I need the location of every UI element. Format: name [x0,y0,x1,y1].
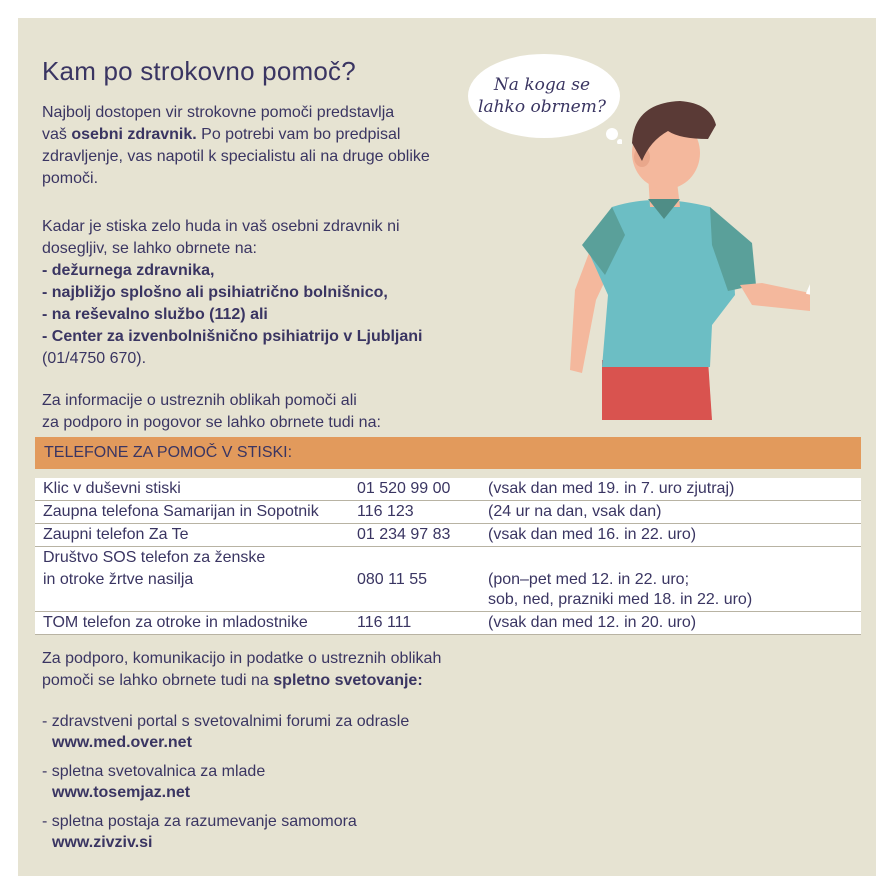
online-item-desc: - spletna postaja za razumevanje samomora [42,813,357,830]
phone-number: 01 234 97 83 [357,526,451,543]
phone-hours: (24 ur na dan, vsak dan) [488,503,662,520]
phone-number: 080 11 55 [357,571,427,588]
phone-name: Društvo SOS telefon za ženske [43,549,266,566]
online-link[interactable]: www.med.over.net [52,734,192,751]
phone-hours: (vsak dan med 16. in 22. uro) [488,526,697,543]
phone-name: Zaupni telefon Za Te [43,526,189,543]
phone-number: 01 520 99 00 [357,480,451,497]
phone-name: TOM telefon za otroke in mladostnike [43,614,308,631]
table-row [35,524,861,547]
phones-header: TELEFONE ZA POMOČ V STISKI: [44,444,293,461]
phone-name: in otroke žrtve nasilja [43,571,194,588]
phone-number: 116 111 [357,614,412,631]
crisis-item: - dežurnega zdravnika, [42,262,215,279]
table-row [35,478,861,501]
phone-hours: sob, ned, prazniki med 18. in 22. uro) [488,591,753,608]
online-link[interactable]: www.tosemjaz.net [52,784,191,801]
crisis-item: - na reševalno službo (112) ali [42,306,268,323]
phone-number: 116 123 [357,503,414,520]
phone-hours: (pon–pet med 12. in 22. uro; [488,571,690,588]
phone-name: Zaupna telefona Samarijan in Sopotnik [43,503,319,520]
table-row [35,612,861,635]
crisis-item: - Center za izvenbolnišnično psihiatrijo v Ljubljani [42,328,423,345]
online-link[interactable]: www.zivziv.si [52,834,153,851]
table-row [35,501,861,524]
info-paragraph: Za informacije o ustreznih oblikah pomoči ali za podporo in pogovor se lahko obrnete tudi na: [42,392,381,431]
phone-hours: (vsak dan med 12. in 20. uro) [488,614,697,631]
bubble-text: Na koga se lahko obrnem? [478,75,606,117]
online-item-desc: - spletna svetovalnica za mlade [42,763,266,780]
online-paragraph: Za podporo, komunikacijo in podatke o ustreznih oblikah pomoči se lahko obrnete tudi na spletno svetovanje: [42,650,442,689]
crisis-paragraph: Kadar je stiska zelo huda in vaš osebni zdravnik ni dosegljiv, se lahko obrnete na: - dežurnega zdravnika, - najbližjo splošno ali psihiatrično bolnišnico, - na reševalno službo (112) ali - Center za izvenbolnišnično psihiatrijo v Ljubljani (01/4750 670). [42,218,423,367]
person-with-phone-illustration [530,95,810,425]
page-title: Kam po strokovno pomoč? [42,56,356,86]
phone-name: Klic v duševni stiski [43,480,181,497]
online-item-desc: - zdravstveni portal s svetovalnimi forumi za odrasle [42,713,410,730]
phone-table [35,478,861,635]
table-row [35,547,861,612]
intro-paragraph: Najbolj dostopen vir strokovne pomoči predstavlja vaš osebni zdravnik. Po potrebi vam bo predpisal zdravljenje, vas napotil k specialistu ali na druge oblike pomoči. [42,104,430,187]
crisis-item: - najbližjo splošno ali psihiatrično bolnišnico, [42,284,388,301]
phone-hours: (vsak dan med 19. in 7. uro zjutraj) [488,480,735,497]
